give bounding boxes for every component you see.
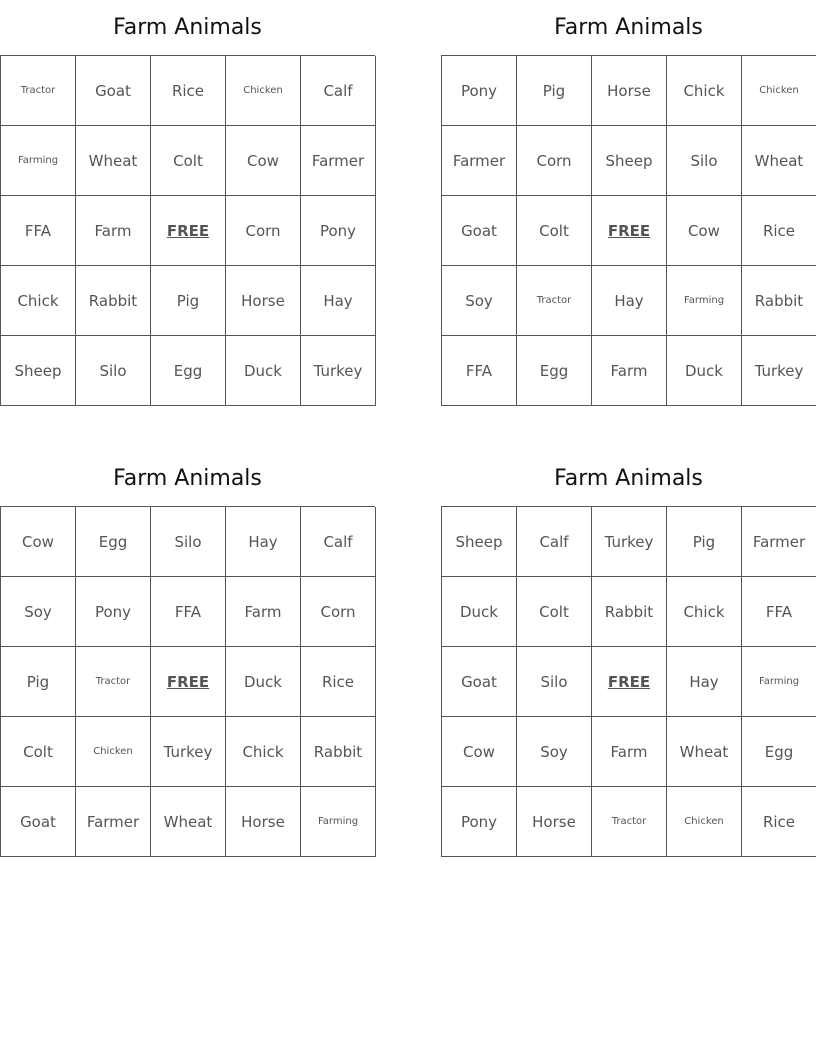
bingo-cell: Sheep (1, 336, 76, 406)
bingo-cell: Turkey (742, 336, 816, 406)
bingo-cell: Cow (667, 196, 742, 266)
bingo-cell: Chick (226, 717, 301, 787)
bingo-cell: Farming (301, 787, 376, 857)
bingo-cell: Tractor (76, 647, 151, 717)
bingo-cell: Corn (517, 126, 592, 196)
bingo-cell: Turkey (151, 717, 226, 787)
bingo-cell: Farmer (442, 126, 517, 196)
card-title: Farm Animals (554, 15, 703, 40)
bingo-cell: Chicken (667, 787, 742, 857)
bingo-cell: Duck (226, 336, 301, 406)
bingo-cell: Egg (76, 507, 151, 577)
bingo-cell: Farm (592, 717, 667, 787)
bingo-cell: Egg (742, 717, 816, 787)
card-title: Farm Animals (554, 466, 703, 491)
bingo-cell: Hay (301, 266, 376, 336)
bingo-cell: Rabbit (742, 266, 816, 336)
bingo-cell: Rabbit (592, 577, 667, 647)
bingo-grid (441, 55, 816, 406)
bingo-cell: Pony (442, 787, 517, 857)
bingo-cell: Egg (151, 336, 226, 406)
bingo-cell: Chick (667, 577, 742, 647)
bingo-cell: Duck (442, 577, 517, 647)
bingo-cell: FFA (742, 577, 816, 647)
bingo-cell: Colt (151, 126, 226, 196)
bingo-cell: Horse (592, 56, 667, 126)
bingo-cell: Colt (517, 577, 592, 647)
bingo-cell: Tractor (592, 787, 667, 857)
free-space-cell: FREE (592, 196, 667, 266)
bingo-cell: Calf (517, 507, 592, 577)
bingo-cell: Horse (226, 787, 301, 857)
free-space-cell: FREE (151, 647, 226, 717)
bingo-cell: Chick (1, 266, 76, 336)
bingo-cell: Farming (742, 647, 816, 717)
bingo-cell: Colt (517, 196, 592, 266)
bingo-cell: Duck (226, 647, 301, 717)
bingo-cell: Sheep (592, 126, 667, 196)
bingo-cell: Silo (667, 126, 742, 196)
bingo-cell: Farming (667, 266, 742, 336)
bingo-cell: Wheat (742, 126, 816, 196)
bingo-grid (441, 506, 816, 857)
bingo-cell: FFA (1, 196, 76, 266)
bingo-cell: Goat (1, 787, 76, 857)
bingo-cell: Pig (151, 266, 226, 336)
bingo-cell: Cow (1, 507, 76, 577)
bingo-cell: Silo (517, 647, 592, 717)
bingo-cell: FFA (151, 577, 226, 647)
bingo-cell: Hay (667, 647, 742, 717)
free-space-cell: FREE (592, 647, 667, 717)
bingo-cell: Chicken (76, 717, 151, 787)
bingo-cell: Tractor (517, 266, 592, 336)
card-title: Farm Animals (113, 15, 262, 40)
bingo-cell: Rabbit (301, 717, 376, 787)
bingo-cell: Pig (517, 56, 592, 126)
bingo-cell: Soy (517, 717, 592, 787)
bingo-cell: Horse (226, 266, 301, 336)
bingo-cell: Corn (301, 577, 376, 647)
bingo-grid (0, 506, 375, 857)
bingo-cell: Cow (442, 717, 517, 787)
bingo-cell: Chicken (226, 56, 301, 126)
bingo-cell: Pony (442, 56, 517, 126)
bingo-cell: Goat (442, 647, 517, 717)
bingo-cell: Farmer (76, 787, 151, 857)
bingo-cell: Rabbit (76, 266, 151, 336)
bingo-cell: Goat (76, 56, 151, 126)
bingo-cell: FFA (442, 336, 517, 406)
bingo-cell: Chicken (742, 56, 816, 126)
bingo-cell: Goat (442, 196, 517, 266)
bingo-cell: Silo (76, 336, 151, 406)
bingo-cell: Rice (742, 196, 816, 266)
bingo-cell: Turkey (592, 507, 667, 577)
bingo-cell: Turkey (301, 336, 376, 406)
bingo-cell: Farmer (742, 507, 816, 577)
bingo-cell: Duck (667, 336, 742, 406)
bingo-cell: Pig (1, 647, 76, 717)
bingo-cell: Sheep (442, 507, 517, 577)
bingo-cell: Calf (301, 507, 376, 577)
bingo-cell: Corn (226, 196, 301, 266)
bingo-cell: Wheat (76, 126, 151, 196)
bingo-cell: Cow (226, 126, 301, 196)
bingo-cell: Farm (592, 336, 667, 406)
bingo-cell: Farmer (301, 126, 376, 196)
bingo-cell: Tractor (1, 56, 76, 126)
card-title: Farm Animals (113, 466, 262, 491)
bingo-cell: Soy (442, 266, 517, 336)
bingo-cell: Colt (1, 717, 76, 787)
bingo-cell: Soy (1, 577, 76, 647)
bingo-cell: Farm (76, 196, 151, 266)
bingo-cell: Horse (517, 787, 592, 857)
bingo-cell: Farm (226, 577, 301, 647)
bingo-cell: Rice (301, 647, 376, 717)
bingo-cell: Rice (151, 56, 226, 126)
bingo-cell: Pig (667, 507, 742, 577)
bingo-cell: Pony (301, 196, 376, 266)
bingo-cell: Egg (517, 336, 592, 406)
bingo-cell: Wheat (151, 787, 226, 857)
bingo-cell: Rice (742, 787, 816, 857)
bingo-cell: Hay (592, 266, 667, 336)
bingo-cell: Pony (76, 577, 151, 647)
bingo-cell: Hay (226, 507, 301, 577)
bingo-cell: Calf (301, 56, 376, 126)
bingo-grid (0, 55, 375, 406)
bingo-cell: Silo (151, 507, 226, 577)
bingo-cell: Chick (667, 56, 742, 126)
free-space-cell: FREE (151, 196, 226, 266)
bingo-cell: Wheat (667, 717, 742, 787)
bingo-cell: Farming (1, 126, 76, 196)
